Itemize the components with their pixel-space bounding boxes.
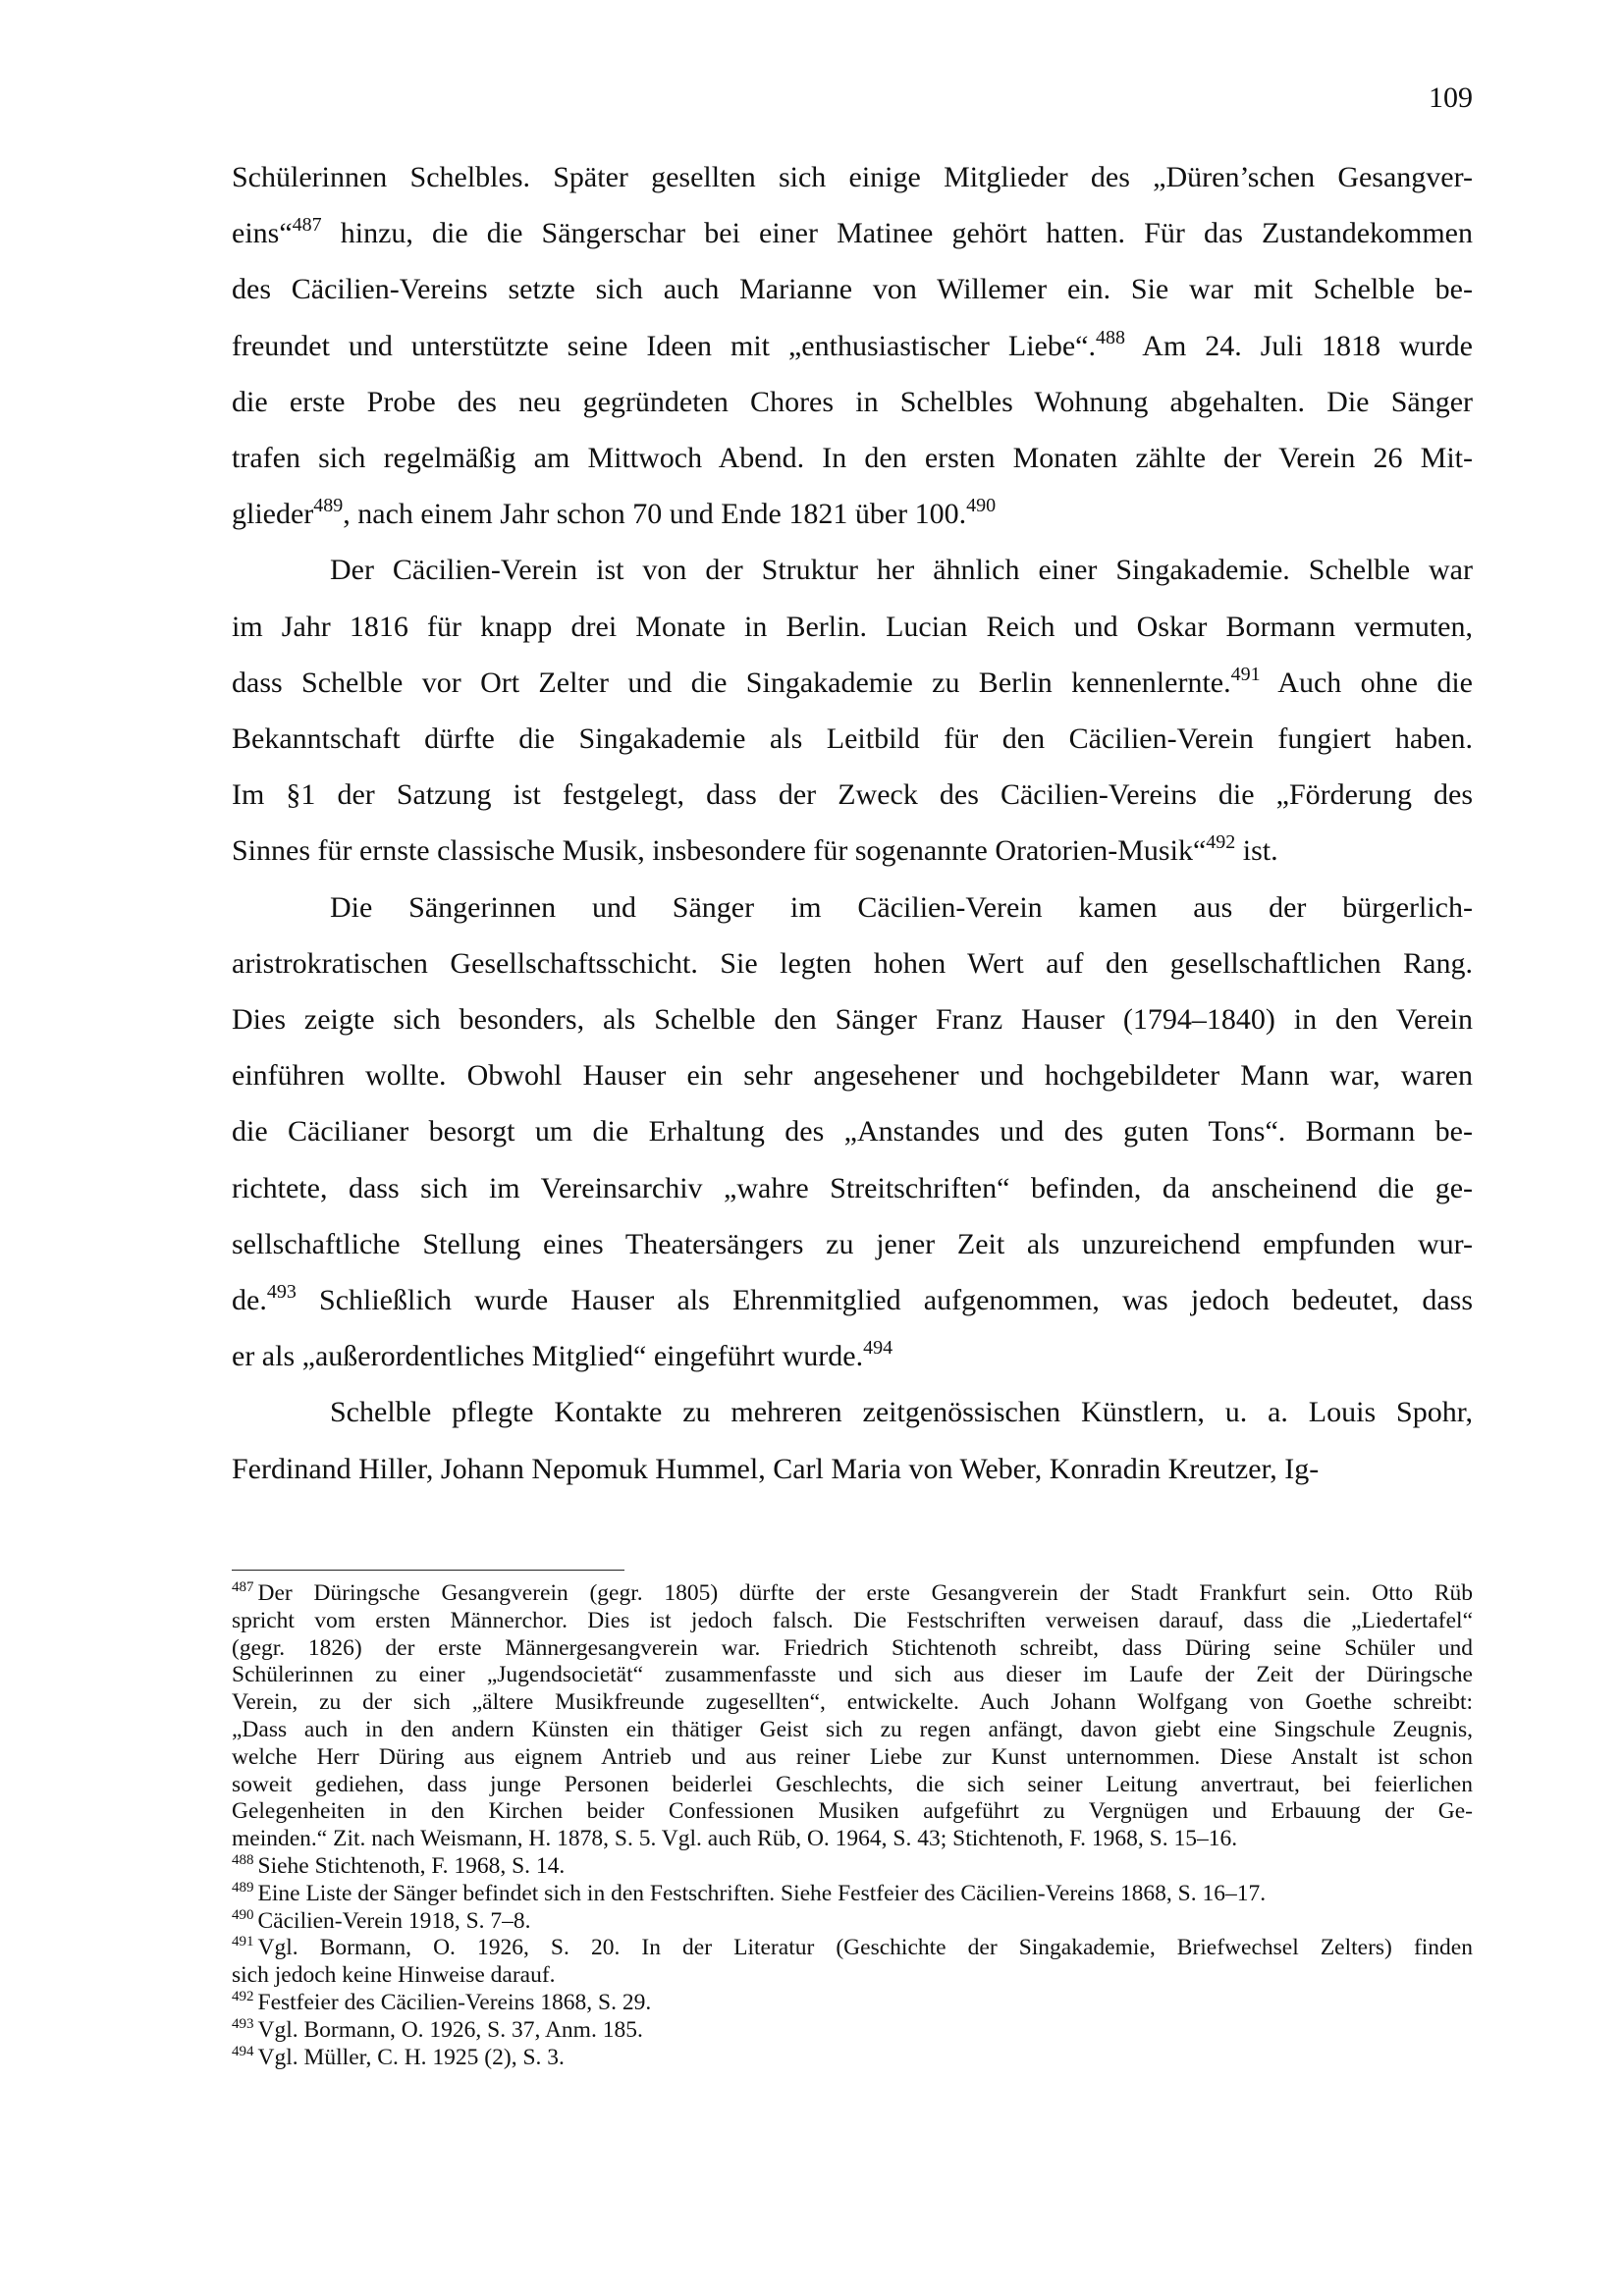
footnote-line	[232, 1935, 1473, 1962]
footnote-line	[232, 1635, 1473, 1663]
footnote-text: Vgl. Bormann, O. 1926, S. 20. In der Literatur (Geschichte der Singakademie, Briefwechsel Zelters) finden	[257, 1935, 1473, 1961]
text-run: die erste Probe des neu gegründeten Chores in Schelbles Wohnung abgehalten. Die Sänger	[232, 385, 1473, 418]
text-line	[232, 599, 1473, 655]
text-line	[232, 1216, 1473, 1272]
text-line	[232, 991, 1473, 1047]
text-line	[232, 1103, 1473, 1159]
footnote-line	[232, 1662, 1473, 1689]
text-run: freundet und unterstützte seine Ideen mit „enthusiastischer Liebe“.	[232, 329, 1096, 362]
body-text	[232, 149, 1473, 1497]
text-run: glieder	[232, 498, 314, 531]
text-run: Schelble pflegte Kontakte zu mehreren zeitgenössischen Künstlern, u. a. Louis Spohr,	[330, 1396, 1473, 1429]
text-run: aristrokratischen Gesellschaftsschicht. Sie legten hohen Wert auf den gesellschaftlichen Rang.	[232, 946, 1473, 980]
footnote-text: soweit gediehen, dass junge Personen beiderlei Geschlechts, die sich seiner Leitung anvertraut, bei feierlichen	[232, 1771, 1473, 1797]
footnote-text: Siehe Stichtenoth, F. 1968, S. 14.	[257, 1852, 566, 1879]
footnote-number: 487	[232, 1579, 254, 1595]
text-line	[232, 1328, 1473, 1384]
text-run: er als „außerordentliches Mitglied“ eingeführt wurde.	[232, 1340, 864, 1373]
footnote-text: Der Düringsche Gesangverein (gegr. 1805) dürfte der erste Gesangverein der Stadt Frankfurt sein. Otto Rüb	[257, 1580, 1473, 1606]
footnote-text: Verein, zu der sich „ältere Musikfreunde zugesellten“, entwickelte. Auch Johann Wolfgang von Goethe schreibt:	[232, 1689, 1473, 1716]
text-line	[232, 1160, 1473, 1216]
footnote-item	[232, 2045, 1473, 2072]
footnote-reference[interactable]: 489	[313, 495, 344, 517]
text-run: richtete, dass sich im Vereinsarchiv „wahre Streitschriften“ befinden, da anscheinend die ge-	[232, 1171, 1473, 1204]
footnote-line	[232, 1962, 1473, 1990]
footnote-item	[232, 1990, 1473, 2017]
footnote-item	[232, 1881, 1473, 1908]
text-line	[232, 542, 1473, 598]
text-line	[232, 318, 1473, 374]
text-line	[232, 711, 1473, 767]
text-run: , nach einem Jahr schon 70 und Ende 1821 über 100.	[343, 498, 967, 531]
text-run: Bekanntschaft dürfte die Singakademie als Leitbild für den Cäcilien-Verein fungiert haben.	[232, 722, 1473, 756]
text-run: Der Cäcilien-Verein ist von der Struktur her ähnlich einer Singakademie. Schelble war	[330, 554, 1473, 587]
text-run: de.	[232, 1284, 267, 1317]
text-run: Im §1 der Satzung ist festgelegt, dass der Zweck des Cäcilien-Vereins die „Förderung des	[232, 778, 1473, 812]
footnote-number: 492	[232, 1988, 254, 2004]
text-line	[232, 880, 1473, 935]
footnote-reference[interactable]: 493	[266, 1281, 297, 1304]
footnote-number: 494	[232, 2043, 254, 2059]
footnote-item	[232, 1908, 1473, 1936]
text-run: sellschaftliche Stellung eines Theatersängers zu jener Zeit als unzureichend empfunden wur-	[232, 1227, 1473, 1260]
text-line	[232, 655, 1473, 711]
footnote-line	[232, 1990, 1473, 2017]
text-line	[232, 767, 1473, 823]
text-line	[232, 486, 1473, 542]
text-run: einführen wollte. Obwohl Hauser ein sehr angesehener und hochgebildeter Mann war, waren	[232, 1059, 1473, 1093]
footnotes	[232, 1580, 1473, 2071]
footnote-line	[232, 1826, 1473, 1853]
text-line	[232, 1384, 1473, 1440]
footnote-reference[interactable]: 487	[292, 214, 322, 237]
footnote-item	[232, 1580, 1473, 1853]
text-run: Dies zeigte sich besonders, als Schelble den Sänger Franz Hauser (1794–1840) in den Verein	[232, 1003, 1473, 1037]
footnote-text: Vgl. Bormann, O. 1926, S. 37, Anm. 185.	[257, 2016, 643, 2043]
footnote-line	[232, 1717, 1473, 1744]
footnote-reference[interactable]: 492	[1206, 831, 1236, 854]
text-run: Auch ohne die	[1260, 666, 1473, 699]
text-run: die Cäcilianer besorgt um die Erhaltung des „Anstandes und des guten Tons“. Bormann be-	[232, 1115, 1473, 1148]
footnote-text: „Dass auch in den andern Künsten ein thätiger Geist sich zu regen anfängt, davon giebt eine Singschule Zeugnis,	[232, 1716, 1473, 1742]
footnote-line	[232, 1908, 1473, 1936]
footnote-line	[232, 1881, 1473, 1908]
footnote-item	[232, 1935, 1473, 1990]
text-run: trafen sich regelmäßig am Mittwoch Abend. In den ersten Monaten zählte der Verein 26 Mit-	[232, 442, 1473, 475]
text-line	[232, 1441, 1473, 1497]
text-line	[232, 823, 1473, 879]
footnote-text: welche Herr Düring aus eignem Antrieb und aus reiner Liebe zur Kunst unternommen. Diese Anstalt ist schon	[232, 1743, 1473, 1770]
footnote-reference[interactable]: 490	[966, 495, 997, 517]
paragraph	[232, 149, 1473, 542]
paragraph	[232, 542, 1473, 879]
footnote-text: Vgl. Müller, C. H. 1925 (2), S. 3.	[257, 2044, 565, 2070]
text-line	[232, 430, 1473, 486]
footnote-item	[232, 1853, 1473, 1881]
footnote-item	[232, 2017, 1473, 2045]
footnote-number: 488	[232, 1851, 254, 1868]
paragraph	[232, 1384, 1473, 1496]
footnote-separator	[232, 1570, 624, 1571]
footnote-reference[interactable]: 488	[1095, 326, 1125, 348]
text-run: eins“	[232, 217, 293, 250]
text-line	[232, 205, 1473, 261]
footnote-reference[interactable]: 491	[1230, 663, 1261, 685]
text-run: hinzu, die die Sängerschar bei einer Matinee gehört hatten. Für das Zustandekommen	[321, 217, 1473, 250]
footnote-number: 490	[232, 1906, 254, 1923]
text-line	[232, 1047, 1473, 1103]
text-line	[232, 1272, 1473, 1328]
text-line	[232, 935, 1473, 991]
text-run: Ferdinand Hiller, Johann Nepomuk Hummel, Carl Maria von Weber, Konradin Kreutzer, Ig-	[232, 1452, 1320, 1485]
footnote-number: 493	[232, 2015, 254, 2032]
text-run: dass Schelble vor Ort Zelter und die Singakademie zu Berlin kennenlernte.	[232, 666, 1231, 699]
text-line	[232, 374, 1473, 430]
footnote-text: spricht vom ersten Männerchor. Dies ist jedoch falsch. Die Festschriften verweisen darauf, dass die „Liedertafel“	[232, 1607, 1473, 1633]
footnote-line	[232, 1798, 1473, 1826]
text-line	[232, 149, 1473, 205]
footnote-text: (gegr. 1826) der erste Männergesangverein war. Friedrich Stichtenoth schreibt, dass Düring seine Schüler und	[232, 1634, 1473, 1661]
text-run: Am 24. Juli 1818 wurde	[1124, 329, 1473, 362]
footnote-number: 489	[232, 1879, 254, 1896]
footnote-line	[232, 1772, 1473, 1799]
text-run: ist.	[1235, 834, 1278, 868]
footnote-text: Festfeier des Cäcilien-Vereins 1868, S. 29.	[257, 1989, 652, 2015]
footnote-text: Schülerinnen zu einer „Jugendsocietät“ zusammenfasste und sich aus dieser im Laufe der Zeit der Düringsche	[232, 1662, 1473, 1688]
footnote-line	[232, 1580, 1473, 1608]
footnote-number: 491	[232, 1934, 254, 1950]
footnote-line	[232, 1744, 1473, 1772]
footnote-line	[232, 1853, 1473, 1881]
footnote-line	[232, 1608, 1473, 1635]
text-run: Schülerinnen Schelbles. Später gesellten sich einige Mitglieder des „Düren’schen Gesangver-	[232, 161, 1473, 193]
text-run: des Cäcilien-Vereins setzte sich auch Marianne von Willemer ein. Sie war mit Schelble be-	[232, 273, 1473, 306]
footnote-line	[232, 2045, 1473, 2072]
footnote-text: Eine Liste der Sänger befindet sich in den Festschriften. Siehe Festfeier des Cäcilien-Vereins 1868, S. 16–17.	[257, 1880, 1267, 1906]
text-line	[232, 261, 1473, 317]
paragraph	[232, 880, 1473, 1385]
footnote-line	[232, 1689, 1473, 1717]
text-run: Die Sängerinnen und Sänger im Cäcilien-Verein kamen aus der bürgerlich-	[330, 890, 1473, 924]
text-run: Sinnes für ernste classische Musik, insbesondere für sogenannte Oratorien-Musik“	[232, 834, 1207, 868]
footnote-text: Cäcilien-Verein 1918, S. 7–8.	[257, 1907, 531, 1934]
footnote-text: sich jedoch keine Hinweise darauf.	[232, 1962, 556, 1989]
footnote-reference[interactable]: 494	[863, 1337, 893, 1360]
text-run: im Jahr 1816 für knapp drei Monate in Berlin. Lucian Reich und Oskar Bormann vermuten,	[232, 610, 1473, 643]
footnote-text: meinden.“ Zit. nach Weismann, H. 1878, S. 5. Vgl. auch Rüb, O. 1964, S. 43; Stichtenoth, F. 1968, S. 15–16.	[232, 1826, 1238, 1852]
footnote-text: Gelegenheiten in den Kirchen beider Confessionen Musiken aufgeführt zu Vergnügen und Erbauung der Ge-	[232, 1798, 1473, 1825]
text-run: Schließlich wurde Hauser als Ehrenmitglied aufgenommen, was jedoch bedeutet, dass	[296, 1284, 1473, 1317]
page-number: 109	[1429, 81, 1473, 114]
footnote-line	[232, 2017, 1473, 2045]
